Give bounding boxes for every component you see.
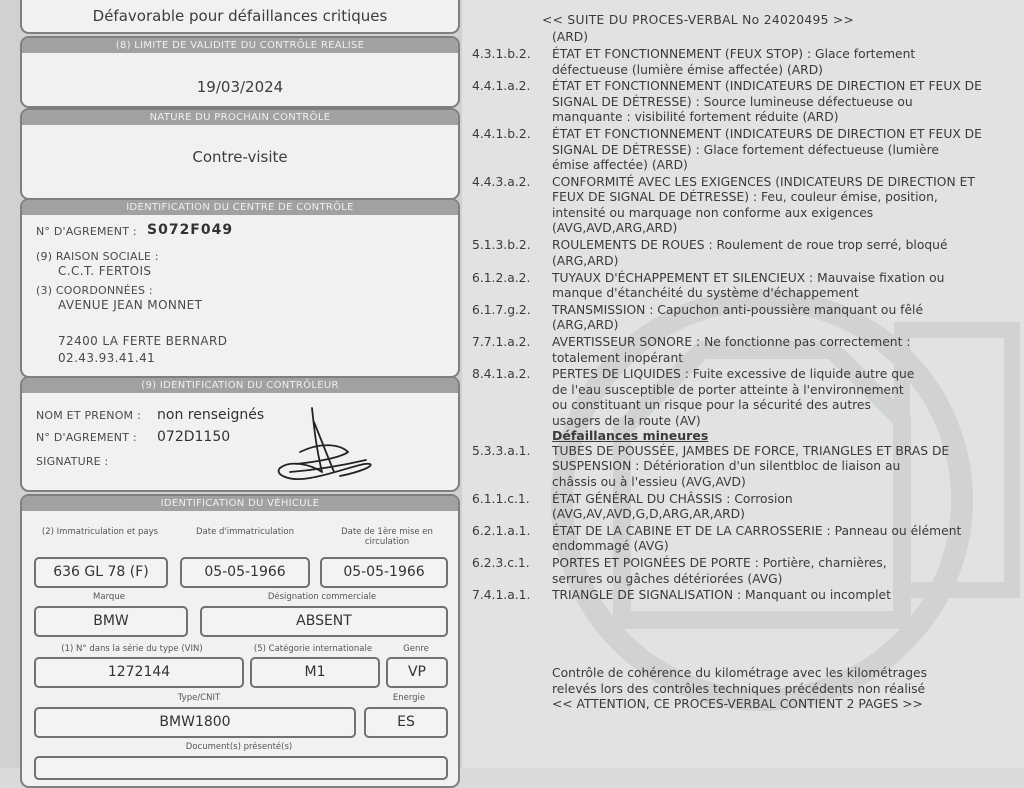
minor-defect-code: 7.4.1.a.1.: [472, 588, 531, 603]
date-immat-label: Date d'immatriculation: [196, 527, 294, 537]
minor-defect-code: 5.3.3.a.1.: [472, 443, 531, 458]
centre-agrement-label: N° D'AGREMENT :: [36, 225, 137, 238]
minor-defect-text-line: TRIANGLE DE SIGNALISATION : Manquant ou incomplet: [552, 588, 891, 603]
validity-box: [20, 36, 460, 108]
major-defect-text: [552, 335, 1012, 366]
major-defect-text-line: ÉTAT ET FONCTIONNEMENT (FEUX STOP) : Glace fortement: [552, 47, 916, 61]
centre-header: IDENTIFICATION DU CENTRE DE CONTRÔLE: [22, 200, 458, 215]
minor-defect-text-line: serrures ou gâches détériorées (AVG): [552, 571, 783, 586]
major-defect-text-line: usagers de la route (AV): [552, 413, 701, 428]
major-defect-text-line: totalement inopérant: [552, 350, 684, 365]
energie-label: Energie: [392, 693, 426, 703]
date-1ere-field: 05-05-1966: [320, 557, 448, 588]
validity-header: (8) LIMITE DE VALIDITE DU CONTRÔLE REALISE: [22, 38, 458, 53]
vin-label: (1) N° dans la série du type (VIN): [61, 644, 203, 654]
minor-defect-text-line: châssis ou à l'essieu (AVG,AVD): [552, 474, 746, 489]
result-value: Défavorable pour défaillances critiques: [92, 7, 388, 25]
documents-field: [34, 756, 448, 780]
designation-field: ABSENT: [200, 606, 448, 637]
energie-field: ES: [364, 707, 448, 738]
major-defect-text: [552, 47, 1012, 78]
minor-defect-text-line: ÉTAT GÉNÉRAL DU CHÂSSIS : Corrosion: [552, 491, 793, 506]
categorie-field: M1: [250, 657, 380, 688]
major-defect-code: 4.4.1.a.2.: [472, 79, 531, 94]
major-defect-text-line: (ARG,ARD): [552, 253, 619, 268]
major-defect-text-line: de l'eau susceptible de porter atteinte à l'environnement: [552, 382, 904, 397]
major-defect-text: [552, 175, 1012, 237]
next-control-box: [20, 108, 460, 200]
documents-label: Document(s) présenté(s): [185, 742, 293, 752]
marque-field: BMW: [34, 606, 188, 637]
major-defect-text-line: (AVG,AVD,ARG,ARD): [552, 221, 678, 236]
controleur-header: (9) IDENTIFICATION DU CONTRÔLEUR: [22, 378, 458, 393]
minor-defect-text-line: SUSPENSION : Détérioration d'un silentbloc de liaison au: [552, 459, 901, 474]
centre-address2: 72400 LA FERTE BERNARD: [58, 334, 228, 348]
major-defect-code: 4.4.3.a.2.: [472, 174, 531, 189]
vehicule-header: IDENTIFICATION DU VÉHICULE: [22, 496, 458, 511]
minor-defect-code: 6.1.1.c.1.: [472, 491, 530, 506]
centre-agrement-value: S072F049: [147, 222, 234, 238]
major-defect-text-line: FEUX DE SIGNAL DE DÉTRESSE) : Feu, couleur émise, position,: [552, 190, 938, 205]
minor-defect-text-line: TUBES DE POUSSÉE, JAMBES DE FORCE, TRIANGLES ET BRAS DE: [552, 443, 950, 458]
major-defect-code: 6.1.7.g.2.: [472, 302, 531, 317]
signature-image: [270, 402, 380, 492]
major-defect-text-line: émise affectée) (ARD): [552, 158, 688, 173]
major-defect-text: [552, 271, 1012, 302]
validity-date: 19/03/2024: [196, 78, 284, 96]
minor-defect-text: [552, 492, 1012, 523]
minor-defect-text: [552, 524, 1012, 555]
minor-defect-text-line: endommagé (AVG): [552, 539, 669, 554]
major-defect-code: 7.7.1.a.2.: [472, 335, 531, 350]
major-defect-text-line: ou constituant un risque pour la sécurité des autres: [552, 398, 871, 413]
next-control-header: NATURE DU PROCHAIN CONTRÔLE: [22, 110, 458, 125]
centre-raison-value: C.C.T. FERTOIS: [58, 264, 152, 278]
major-defect-code: 4.3.1.b.2.: [472, 47, 531, 61]
left-form-panel: [0, 0, 462, 768]
major-defect-text-line: TRANSMISSION : Capuchon anti-poussière manquant ou fêlé: [552, 302, 924, 317]
minor-defect-code: 6.2.1.a.1.: [472, 523, 531, 538]
footer-notes: [552, 666, 927, 713]
next-control-value: Contre-visite: [192, 148, 288, 166]
major-defect-text-line: (ARG,ARD): [552, 318, 619, 333]
centre-box: [20, 198, 460, 378]
controleur-box: [20, 376, 460, 492]
right-defects-panel: [462, 0, 1024, 768]
minor-defect-text-line: PORTES ET POIGNÉES DE PORTE : Portière, charnières,: [552, 556, 887, 571]
result-box: [20, 0, 460, 34]
minor-defect-code: 6.2.3.c.1.: [472, 556, 530, 571]
major-defect-text: [552, 127, 1012, 174]
major-defect-code: 4.4.1.b.2.: [472, 127, 531, 142]
controleur-nom-label: NOM ET PRENOM :: [36, 409, 141, 422]
minor-defect-text-line: (AVG,AV,AVD,G,D,ARG,AR,ARD): [552, 507, 745, 521]
footer-line: Contrôle de cohérence du kilométrage avec les kilométrages: [552, 666, 928, 680]
major-defect-text-line: PERTES DE LIQUIDES : Fuite excessive de liquide autre que: [552, 367, 915, 382]
major-defect-text-line: ÉTAT ET FONCTIONNEMENT (INDICATEURS DE DIRECTION ET FEUX DE: [552, 79, 982, 94]
minor-defect-text-line: ÉTAT DE LA CABINE ET DE LA CARROSSERIE : Panneau ou élément: [552, 523, 962, 538]
controleur-nom-value: non renseignés: [157, 407, 265, 423]
genre-label: Genre: [403, 644, 429, 654]
minor-defects-heading: Défaillances mineures: [552, 427, 709, 443]
centre-raison-label: (9) RAISON SOCIALE :: [36, 250, 159, 263]
major-defect-text-line: AVERTISSEUR SONORE : Ne fonctionne pas correctement :: [552, 335, 911, 350]
major-defect-text-line: SIGNAL DE DÉTRESSE) : Source lumineuse défectueuse ou: [552, 94, 913, 109]
major-defect-code: 5.1.3.b.2.: [472, 238, 531, 253]
categorie-label: (5) Catégorie internationale: [253, 644, 373, 654]
footer-line: << ATTENTION, CE PROCES-VERBAL CONTIENT 2 PAGES >>: [552, 697, 923, 711]
centre-address1: AVENUE JEAN MONNET: [58, 298, 203, 312]
major-defect-text-line: CONFORMITÉ AVEC LES EXIGENCES (INDICATEURS DE DIRECTION ET: [552, 174, 975, 189]
major-defect-code: 6.1.2.a.2.: [472, 270, 531, 285]
type-field: BMW1800: [34, 707, 356, 738]
vin-field: 1272144: [34, 657, 244, 688]
designation-label: Désignation commerciale: [267, 592, 377, 602]
major-defect-text-line: intensité ou marquage non conforme aux exigences: [552, 205, 874, 220]
immat-field: 636 GL 78 (F): [34, 557, 168, 588]
genre-field: VP: [386, 657, 448, 688]
minor-defect-text: [552, 444, 1012, 491]
continuation-header: << SUITE DU PROCES-VERBAL No 24020495 >>: [542, 13, 855, 27]
major-defect-text-line: défectueuse (lumière émise affectée) (ARD): [552, 62, 823, 77]
minor-defect-text: [552, 588, 1012, 604]
major-defect-text-line: SIGNAL DE DÉTRESSE) : Glace fortement défectueuse (lumière: [552, 142, 939, 157]
marque-label: Marque: [93, 592, 125, 602]
immat-label: (2) Immatriculation et pays: [41, 527, 159, 537]
major-defect-text: [552, 367, 1012, 429]
date-immat-field: 05-05-1966: [180, 557, 310, 588]
major-defect-text-line: TUYAUX D'ÉCHAPPEMENT ET SILENCIEUX : Mauvaise fixation ou: [552, 270, 945, 285]
type-label: Type/CNIT: [177, 693, 221, 703]
minor-defect-text: [552, 556, 1012, 587]
centre-phone: 02.43.93.41.41: [58, 351, 156, 365]
major-defect-text-line: ROULEMENTS DE ROUES : Roulement de roue trop serré, bloqué: [552, 238, 948, 253]
controleur-signature-label: SIGNATURE :: [36, 455, 109, 468]
footer-line: relevés lors des contrôles techniques précédents non réalisé: [552, 681, 926, 696]
major-defect-code: 8.4.1.a.2.: [472, 367, 531, 382]
major-defect-text: [552, 303, 1012, 334]
major-defect-text-line: manque d'étanchéité du système d'échappement: [552, 286, 859, 300]
lead-text: (ARD): [552, 30, 589, 44]
major-defect-text: [552, 79, 1012, 126]
major-defect-text-line: manquante : visibilité fortement réduite (ARD): [552, 110, 839, 125]
controleur-agrement-label: N° D'AGREMENT :: [36, 431, 137, 444]
date-1ere-label: Date de 1ère mise en circulation: [341, 527, 433, 547]
controleur-agrement-value: 072D1150: [157, 429, 231, 445]
centre-coord-label: (3) COORDONNÉES :: [36, 284, 153, 297]
vehicule-box: [20, 494, 460, 788]
major-defect-text-line: ÉTAT ET FONCTIONNEMENT (INDICATEURS DE DIRECTION ET FEUX DE: [552, 127, 982, 142]
major-defect-text: [552, 238, 1012, 269]
